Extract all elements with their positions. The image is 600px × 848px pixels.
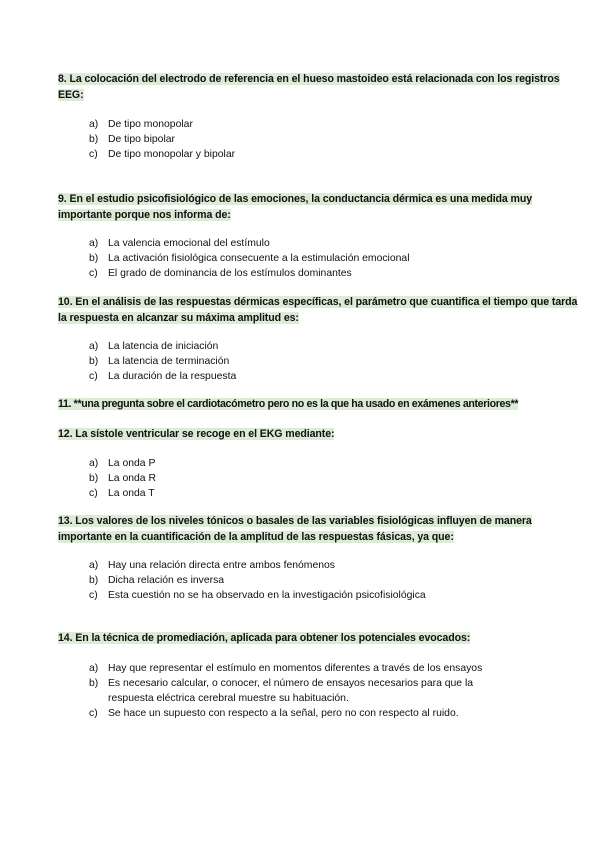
- option-item: [89, 573, 529, 588]
- option-text: El grado de dominancia de los estímulos dominantes: [108, 268, 352, 279]
- question-12-text: 12. La sístole ventricular se recoge en el EKG mediante:: [58, 428, 335, 440]
- option-text: De tipo monopolar y bipolar: [108, 149, 236, 160]
- option-item: [89, 706, 519, 721]
- option-letter: c): [89, 371, 98, 382]
- option-item: [89, 661, 519, 676]
- option-letter: b): [89, 575, 99, 586]
- option-text: La latencia de terminación: [108, 356, 230, 367]
- option-text: Hay una relación directa entre ambos fenómenos: [108, 560, 335, 571]
- option-item: [89, 236, 529, 251]
- option-letter: a): [89, 560, 99, 571]
- question-14: [58, 630, 578, 646]
- question-14-text: 14. En la técnica de promediación, aplicada para obtener los potenciales evocados:: [58, 632, 471, 644]
- option-item: [89, 132, 529, 147]
- option-text: La duración de la respuesta: [108, 371, 237, 382]
- option-text: La onda T: [108, 488, 155, 499]
- question-13-text: 13. Los valores de los niveles tónicos o basales de las variables fisiológicas influyen de manera importante en la cuantificación de la amplitud de las respuestas fásicas, ya que:: [58, 515, 532, 543]
- option-letter: c): [89, 590, 98, 601]
- option-letter: b): [89, 356, 99, 367]
- option-text: Hay que representar el estímulo en momentos diferentes a través de los ensayos: [108, 663, 483, 674]
- option-item: [89, 486, 529, 501]
- option-item: [89, 588, 529, 603]
- option-item: [89, 471, 529, 486]
- option-item: [89, 354, 529, 369]
- option-item: [89, 117, 529, 132]
- option-item: [89, 558, 529, 573]
- question-14-options: [89, 661, 519, 721]
- question-8: [58, 71, 578, 103]
- option-item: [89, 339, 529, 354]
- option-letter: b): [89, 253, 99, 264]
- option-text: Esta cuestión no se ha observado en la investigación psicofisiológica: [108, 590, 426, 601]
- question-10-options: [89, 339, 529, 384]
- option-text: Es necesario calcular, o conocer, el número de ensayos necesarios para que la respuesta eléctrica cerebral muestre su habituación.: [108, 678, 474, 704]
- option-text: De tipo bipolar: [108, 134, 176, 145]
- option-letter: a): [89, 238, 99, 249]
- option-letter: b): [89, 473, 99, 484]
- option-text: La onda R: [108, 473, 156, 484]
- option-letter: a): [89, 663, 99, 674]
- option-item: [89, 251, 529, 266]
- question-10: [58, 294, 578, 326]
- question-12-options: [89, 456, 529, 501]
- question-9-options: [89, 236, 529, 281]
- option-letter: b): [89, 134, 99, 145]
- option-text: Se hace un supuesto con respecto a la señal, pero no con respecto al ruido.: [108, 708, 459, 719]
- option-text: La valencia emocional del estímulo: [108, 238, 270, 249]
- question-9-text: 9. En el estudio psicofisiológico de las emociones, la conductancia dérmica es una medida muy importante porque nos informa de:: [58, 193, 533, 221]
- question-8-options: [89, 117, 529, 162]
- option-item: [89, 266, 529, 281]
- option-letter: c): [89, 708, 98, 719]
- option-text: Dicha relación es inversa: [108, 575, 225, 586]
- question-12: [58, 426, 578, 442]
- option-text: La activación fisiológica consecuente a la estimulación emocional: [108, 253, 410, 264]
- question-13: [58, 513, 578, 545]
- option-letter: c): [89, 488, 98, 499]
- option-item: [89, 676, 519, 706]
- option-item: [89, 456, 529, 471]
- question-8-text: 8. La colocación del electrodo de referencia en el hueso mastoideo está relacionada con los registros EEG:: [58, 73, 560, 101]
- option-item: [89, 147, 529, 162]
- option-letter: a): [89, 458, 99, 469]
- question-9: [58, 191, 578, 223]
- option-letter: a): [89, 341, 99, 352]
- question-13-options: [89, 558, 529, 603]
- option-text: La latencia de iniciación: [108, 341, 219, 352]
- question-11: [58, 396, 588, 412]
- question-10-text: 10. En el análisis de las respuestas dérmicas específicas, el parámetro que cuantifica el tiempo que tarda la respuesta en alcanzar su máxima amplitud es:: [58, 296, 578, 324]
- option-item: [89, 369, 529, 384]
- option-text: La onda P: [108, 458, 156, 469]
- option-letter: b): [89, 678, 99, 689]
- option-letter: c): [89, 268, 98, 279]
- question-11-text: 11. **una pregunta sobre el cardiotacómetro pero no es la que ha usado en exámenes anteriores**: [58, 398, 519, 410]
- option-text: De tipo monopolar: [108, 119, 193, 130]
- option-letter: a): [89, 119, 99, 130]
- option-letter: c): [89, 149, 98, 160]
